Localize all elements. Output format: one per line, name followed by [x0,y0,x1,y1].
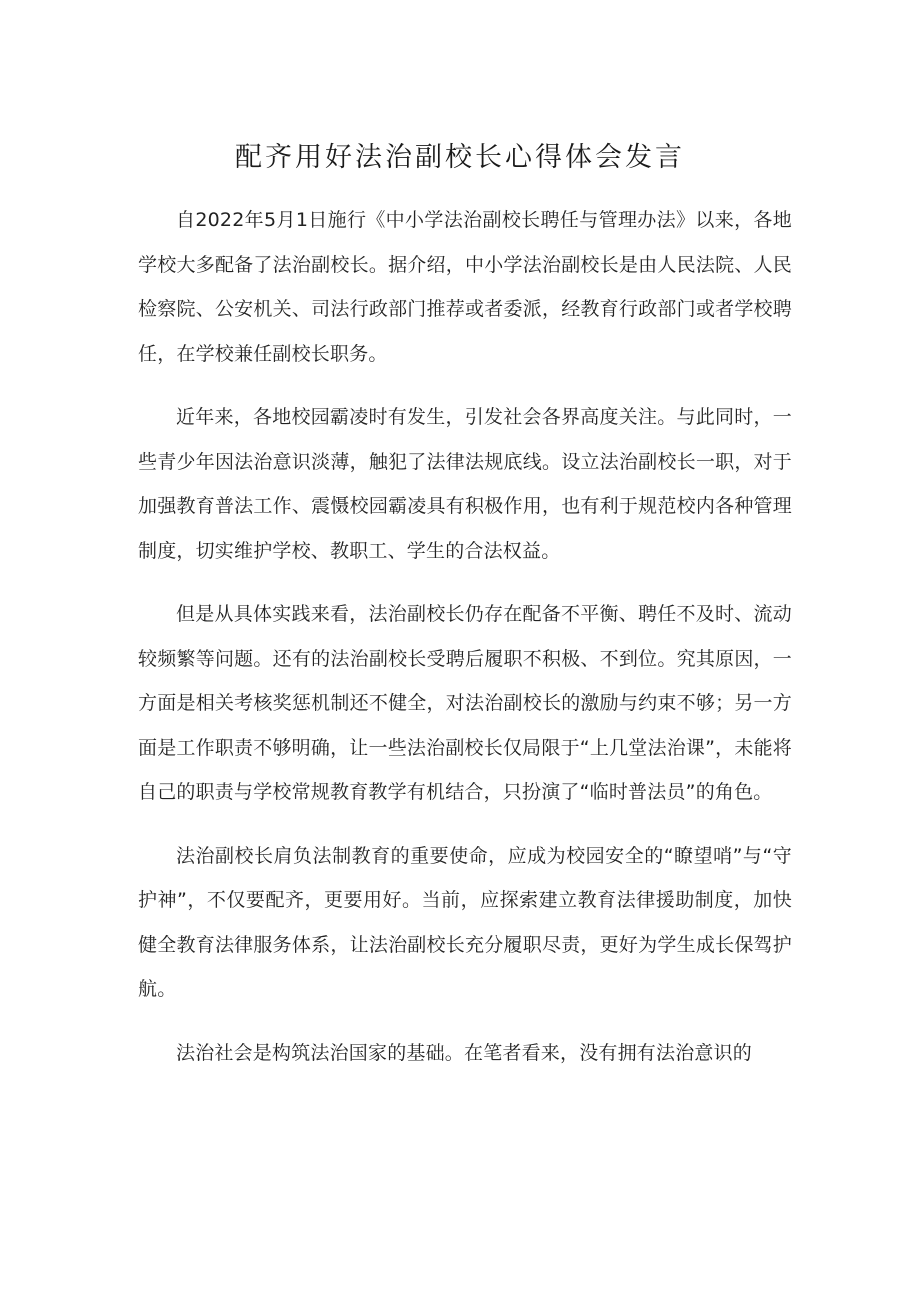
paragraph-1: 自2022年5月1日施行《中小学法治副校长聘任与管理办法》以来，各地学校大多配备了法治副校长。据介绍，中小学法治副校长是由人民法院、人民检察院、公安机关、司法行政部门推荐或者委派，经教育行政部门或者学校聘任，在学校兼任副校长职务。 [138,209,792,365]
paragraph-3: 但是从具体实践来看，法治副校长仍存在配备不平衡、聘任不及时、流动较频繁等问题。还有的法治副校长受聘后履职不积极、不到位。究其原因，一方面是相关考核奖惩机制还不健全，对法治副校长的激励与约束不够；另一方面是工作职责不够明确，让一些法治副校长仅局限于“上几堂法治课”，未能将自己的职责与学校常规教育教学有机结合，只扮演了“临时普法员”的角色。 [138,603,792,803]
paragraph-5: 法治社会是构筑法治国家的基础。在笔者看来，没有拥有法治意识的 [176,1041,753,1064]
paragraph-2: 近年来，各地校园霸凌时有发生，引发社会各界高度关注。与此同时，一些青少年因法治意识淡薄，触犯了法律法规底线。设立法治副校长一职，对于加强教育普法工作、震慑校园霸凌具有积极作用，也有利于规范校内各种管理制度，切实维护学校、教职工、学生的合法权益。 [138,406,792,562]
paragraph-4: 法治副校长肩负法制教育的重要使命，应成为校园安全的“瞭望哨”与“守护神”，不仅要配齐，更要用好。当前，应探索建立教育法律援助制度，加快健全教育法律服务体系，让法治副校长充分履职尽责，更好为学生成长保驾护航。 [138,844,792,1000]
document-body [138,198,792,1094]
document-title: 配齐用好法治副校长心得体会发言 [235,142,685,173]
